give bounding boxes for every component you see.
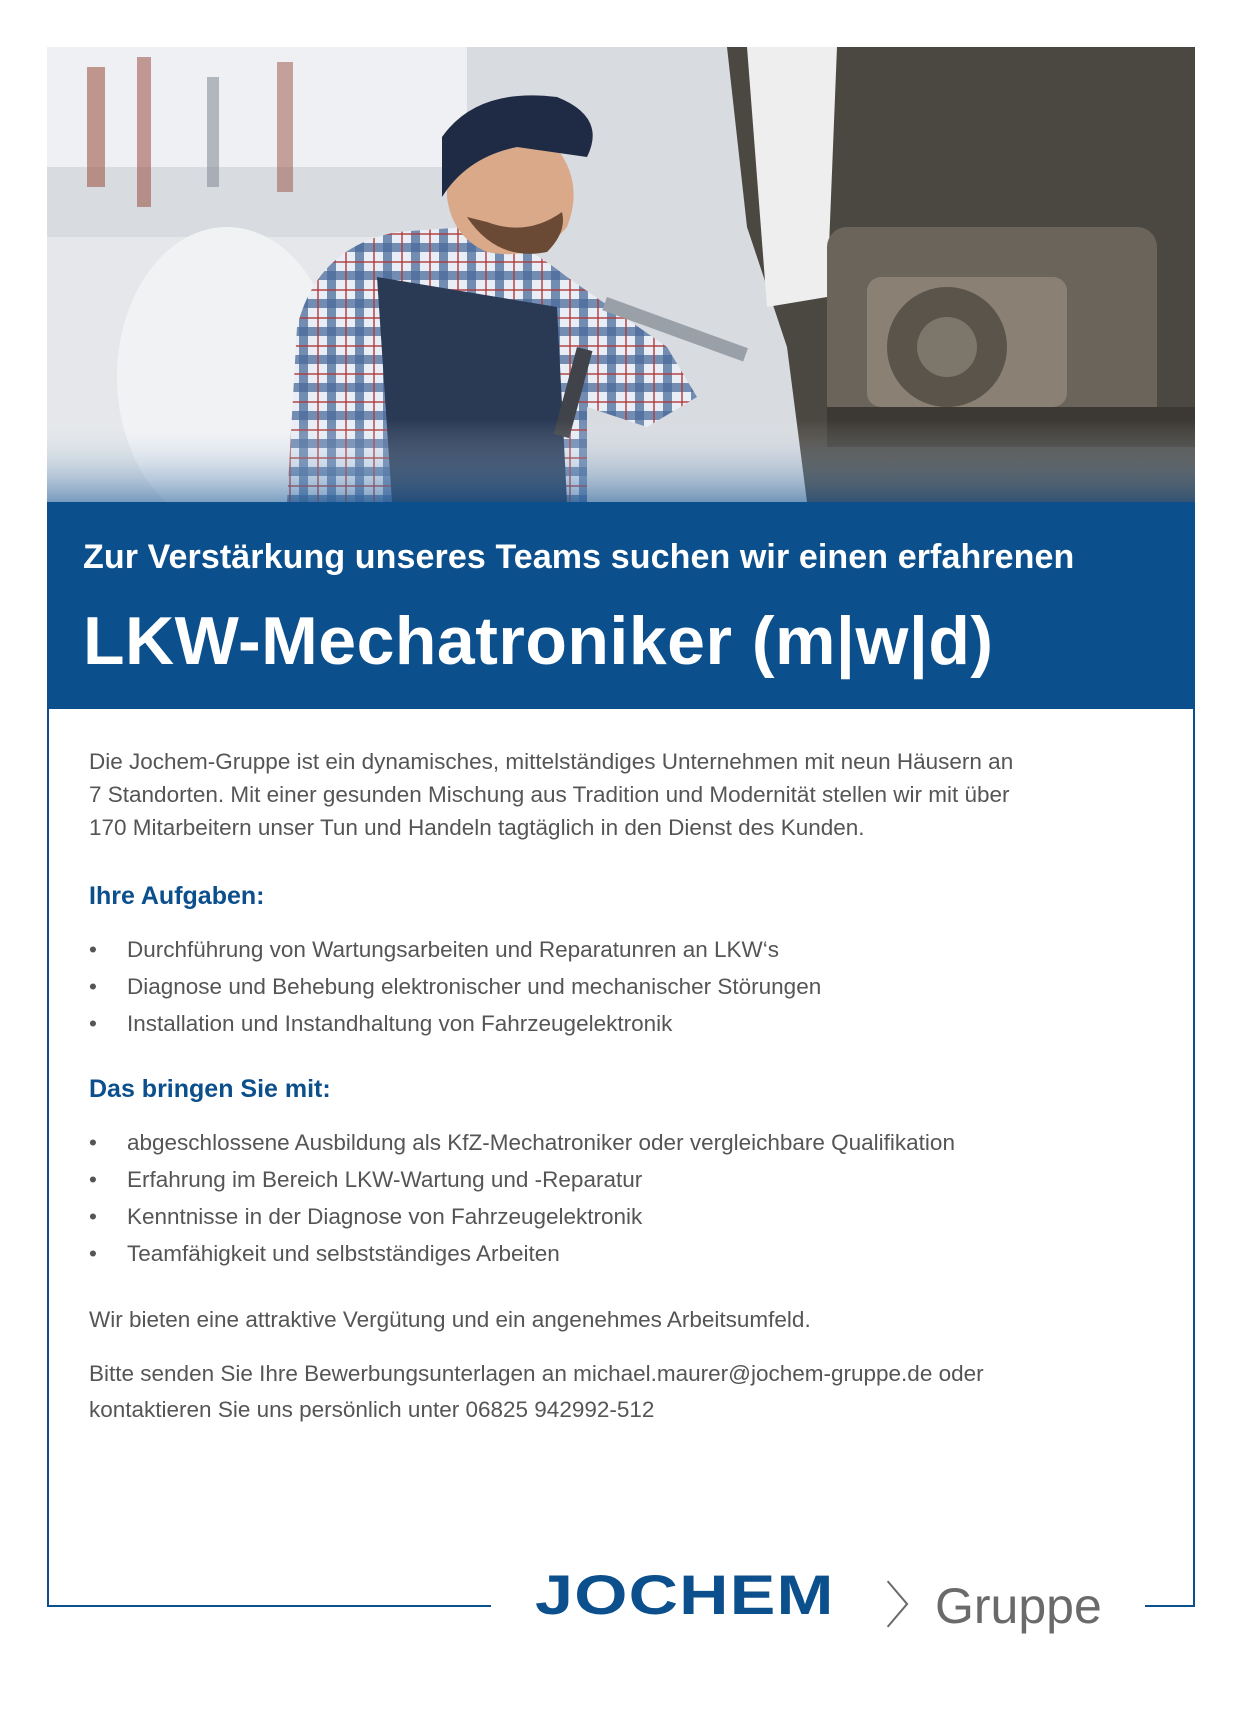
bullet: • xyxy=(89,1130,97,1155)
logo-sub: 〉Gruppe xyxy=(885,1578,1102,1634)
bullet: • xyxy=(89,1204,97,1229)
job-banner xyxy=(47,502,1195,709)
requirements-list xyxy=(89,1124,1149,1272)
intro-line: 170 Mitarbeitern unser Tun und Handeln tagtäglich in den Dienst des Kunden. xyxy=(89,815,865,840)
tasks-list xyxy=(89,931,1149,1042)
bullet: • xyxy=(89,974,97,999)
contact-text xyxy=(89,1356,1149,1428)
bullet: • xyxy=(89,1241,97,1266)
list-item: • Installation und Instandhaltung von Fahrzeugelektronik xyxy=(89,1005,1149,1042)
logo-brand: JOCHEM xyxy=(535,1563,835,1626)
list-item: • Teamfähigkeit und selbstständiges Arbeiten xyxy=(89,1235,1149,1272)
bullet: • xyxy=(89,937,97,962)
header-photo xyxy=(47,47,1195,502)
frame-line-right xyxy=(1193,709,1195,1607)
intro-line: 7 Standorten. Mit einer gesunden Mischung aus Tradition und Modernität stellen wir mit über xyxy=(89,782,1010,807)
list-item: • Kenntnisse in der Diagnose von Fahrzeugelektronik xyxy=(89,1198,1149,1235)
company-intro xyxy=(89,745,1149,844)
frame-line-bottom-left xyxy=(47,1605,491,1607)
list-item: • Erfahrung im Bereich LKW-Wartung und -Reparatur xyxy=(89,1161,1149,1198)
job-description xyxy=(89,745,1149,1428)
contact-line: kontaktieren Sie uns persönlich unter 06825 942992-512 xyxy=(89,1397,655,1422)
frame-line-left xyxy=(47,709,49,1607)
mechanic-photo-illustration xyxy=(47,47,1195,502)
tasks-heading: Ihre Aufgaben: xyxy=(89,882,265,910)
offer-text: Wir bieten eine attraktive Vergütung und ein angenehmes Arbeitsumfeld. xyxy=(89,1307,811,1332)
banner-subline: Zur Verstärkung unseres Teams suchen wir einen erfahrenen xyxy=(83,538,1075,576)
contact-line: Bitte senden Sie Ihre Bewerbungsunterlagen an michael.maurer@jochem-gruppe.de oder xyxy=(89,1361,984,1386)
list-item: • abgeschlossene Ausbildung als KfZ-Mechatroniker oder vergleichbare Qualifikation xyxy=(89,1124,1149,1161)
intro-line: Die Jochem-Gruppe ist ein dynamisches, mittelständiges Unternehmen mit neun Häusern an xyxy=(89,749,1014,774)
frame-line-bottom-right xyxy=(1145,1605,1195,1607)
job-title: LKW-Mechatroniker (m|w|d) xyxy=(83,603,994,679)
requirements-heading: Das bringen Sie mit: xyxy=(89,1075,331,1103)
bullet: • xyxy=(89,1167,97,1192)
bullet: • xyxy=(89,1011,97,1036)
list-item: • Durchführung von Wartungsarbeiten und Reparatunren an LKW‘s xyxy=(89,931,1149,968)
list-item: • Diagnose und Behebung elektronischer und mechanischer Störungen xyxy=(89,968,1149,1005)
